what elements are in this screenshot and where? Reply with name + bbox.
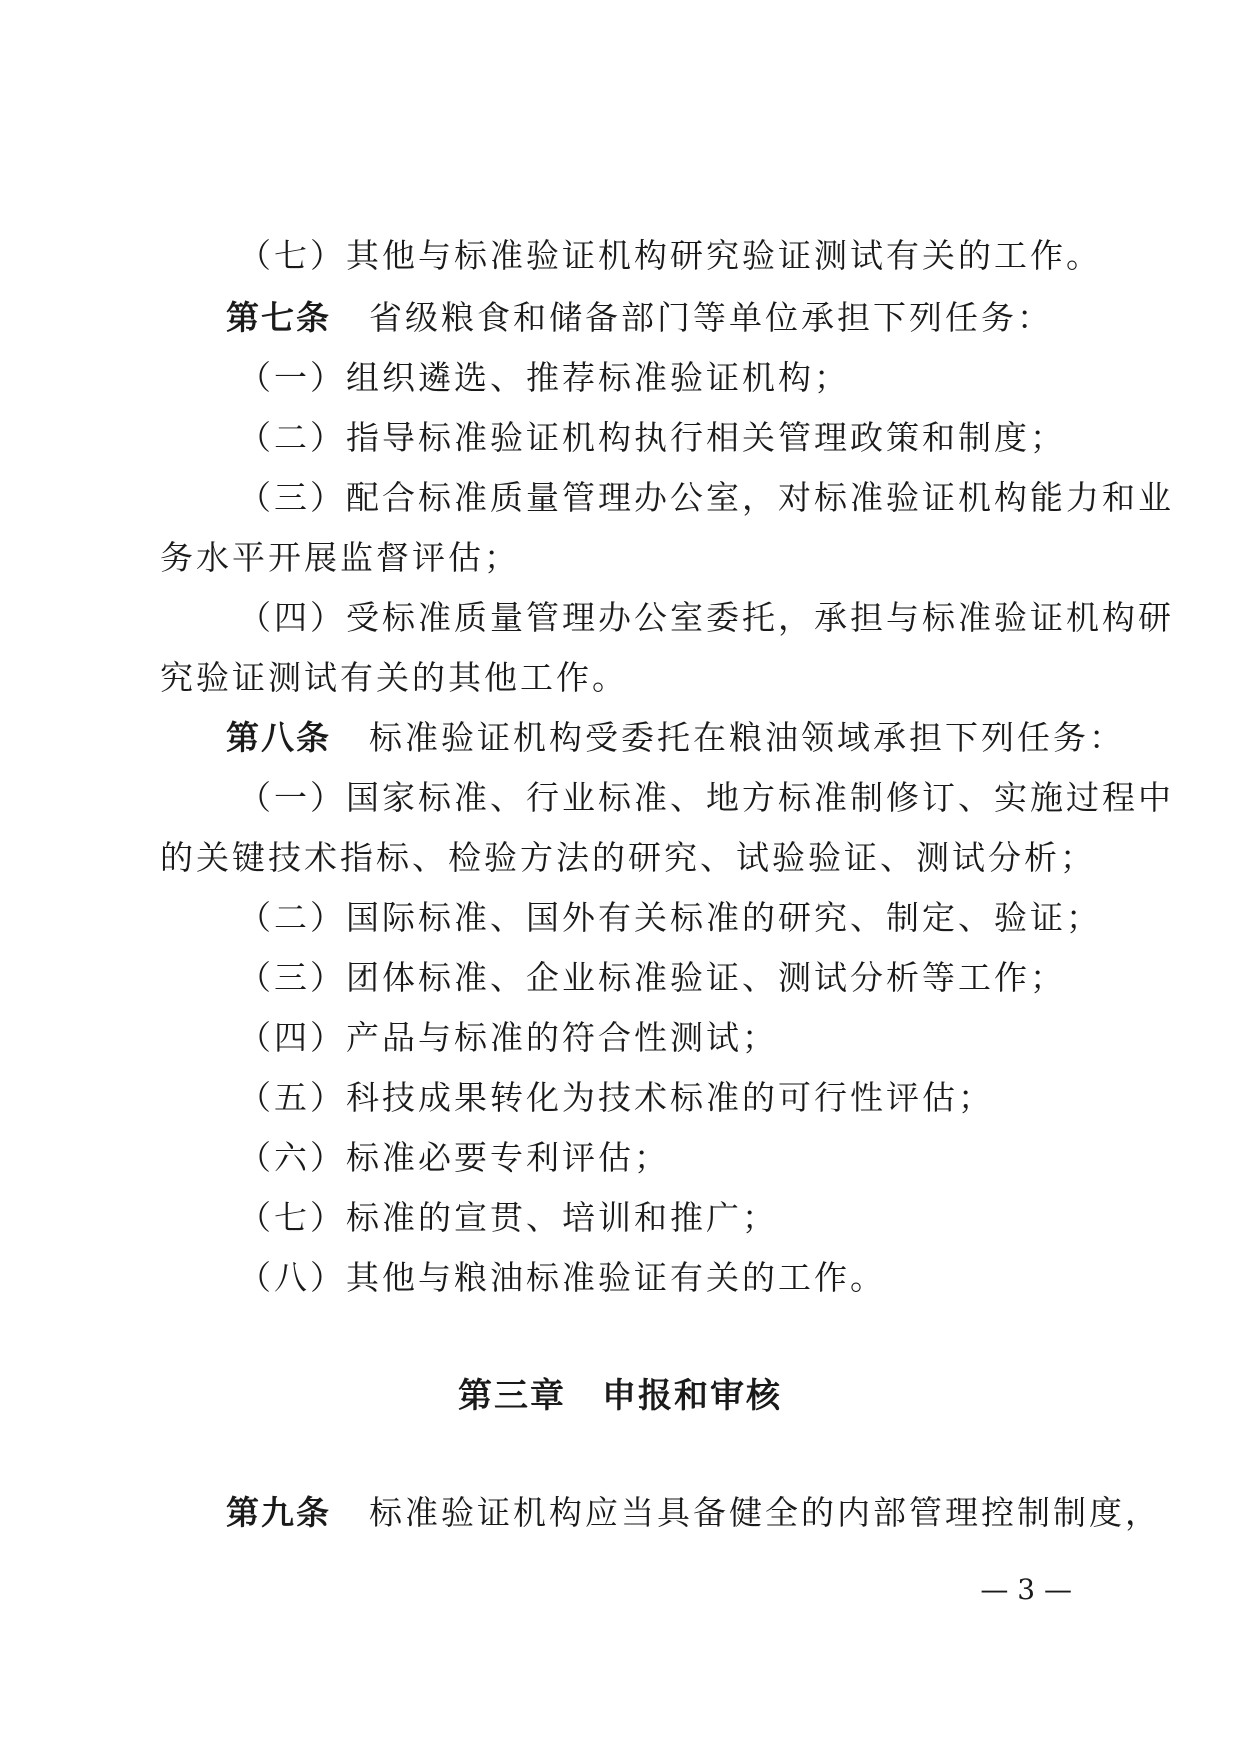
article-label: 第八条 xyxy=(226,718,331,757)
page-number: — 3 — xyxy=(980,1573,1072,1606)
list-item: （四）受标准质量管理办公室委托，承担与标准验证机构研 xyxy=(238,598,1174,637)
list-item: （一）国家标准、行业标准、地方标准制修订、实施过程中 xyxy=(238,778,1174,817)
list-item: （四）产品与标准的符合性测试； xyxy=(238,1018,778,1057)
list-item: （五）科技成果转化为技术标准的可行性评估； xyxy=(238,1078,994,1117)
paragraph-line: （七）其他与标准验证机构研究验证测试有关的工作。 xyxy=(238,236,1102,275)
chapter-heading: 第三章 申报和审核 xyxy=(458,1376,782,1416)
list-item: （三）团体标准、企业标准验证、测试分析等工作； xyxy=(238,958,1066,997)
article-9 xyxy=(226,1493,1161,1533)
article-label: 第七条 xyxy=(226,298,331,337)
list-item: （七）标准的宣贯、培训和推广； xyxy=(238,1198,778,1237)
list-item-continued: 究验证测试有关的其他工作。 xyxy=(160,658,628,697)
list-item-continued: 的关键技术指标、检验方法的研究、试验验证、测试分析； xyxy=(160,838,1096,877)
list-item-continued: 务水平开展监督评估； xyxy=(160,538,520,577)
list-item: （二）国际标准、国外有关标准的研究、制定、验证； xyxy=(238,898,1102,937)
article-label: 第九条 xyxy=(226,1493,331,1532)
article-text: 标准验证机构受委托在粮油领域承担下列任务： xyxy=(369,718,1125,757)
list-item: （六）标准必要专利评估； xyxy=(238,1138,670,1177)
article-7 xyxy=(226,298,1053,338)
list-item: （三）配合标准质量管理办公室，对标准验证机构能力和业 xyxy=(238,478,1174,517)
article-8 xyxy=(226,718,1125,758)
list-item: （八）其他与粮油标准验证有关的工作。 xyxy=(238,1258,886,1297)
list-item: （二）指导标准验证机构执行相关管理政策和制度； xyxy=(238,418,1066,457)
list-item: （一）组织遴选、推荐标准验证机构； xyxy=(238,358,850,397)
article-text: 省级粮食和储备部门等单位承担下列任务： xyxy=(369,298,1053,337)
article-text: 标准验证机构应当具备健全的内部管理控制制度， xyxy=(369,1493,1161,1532)
